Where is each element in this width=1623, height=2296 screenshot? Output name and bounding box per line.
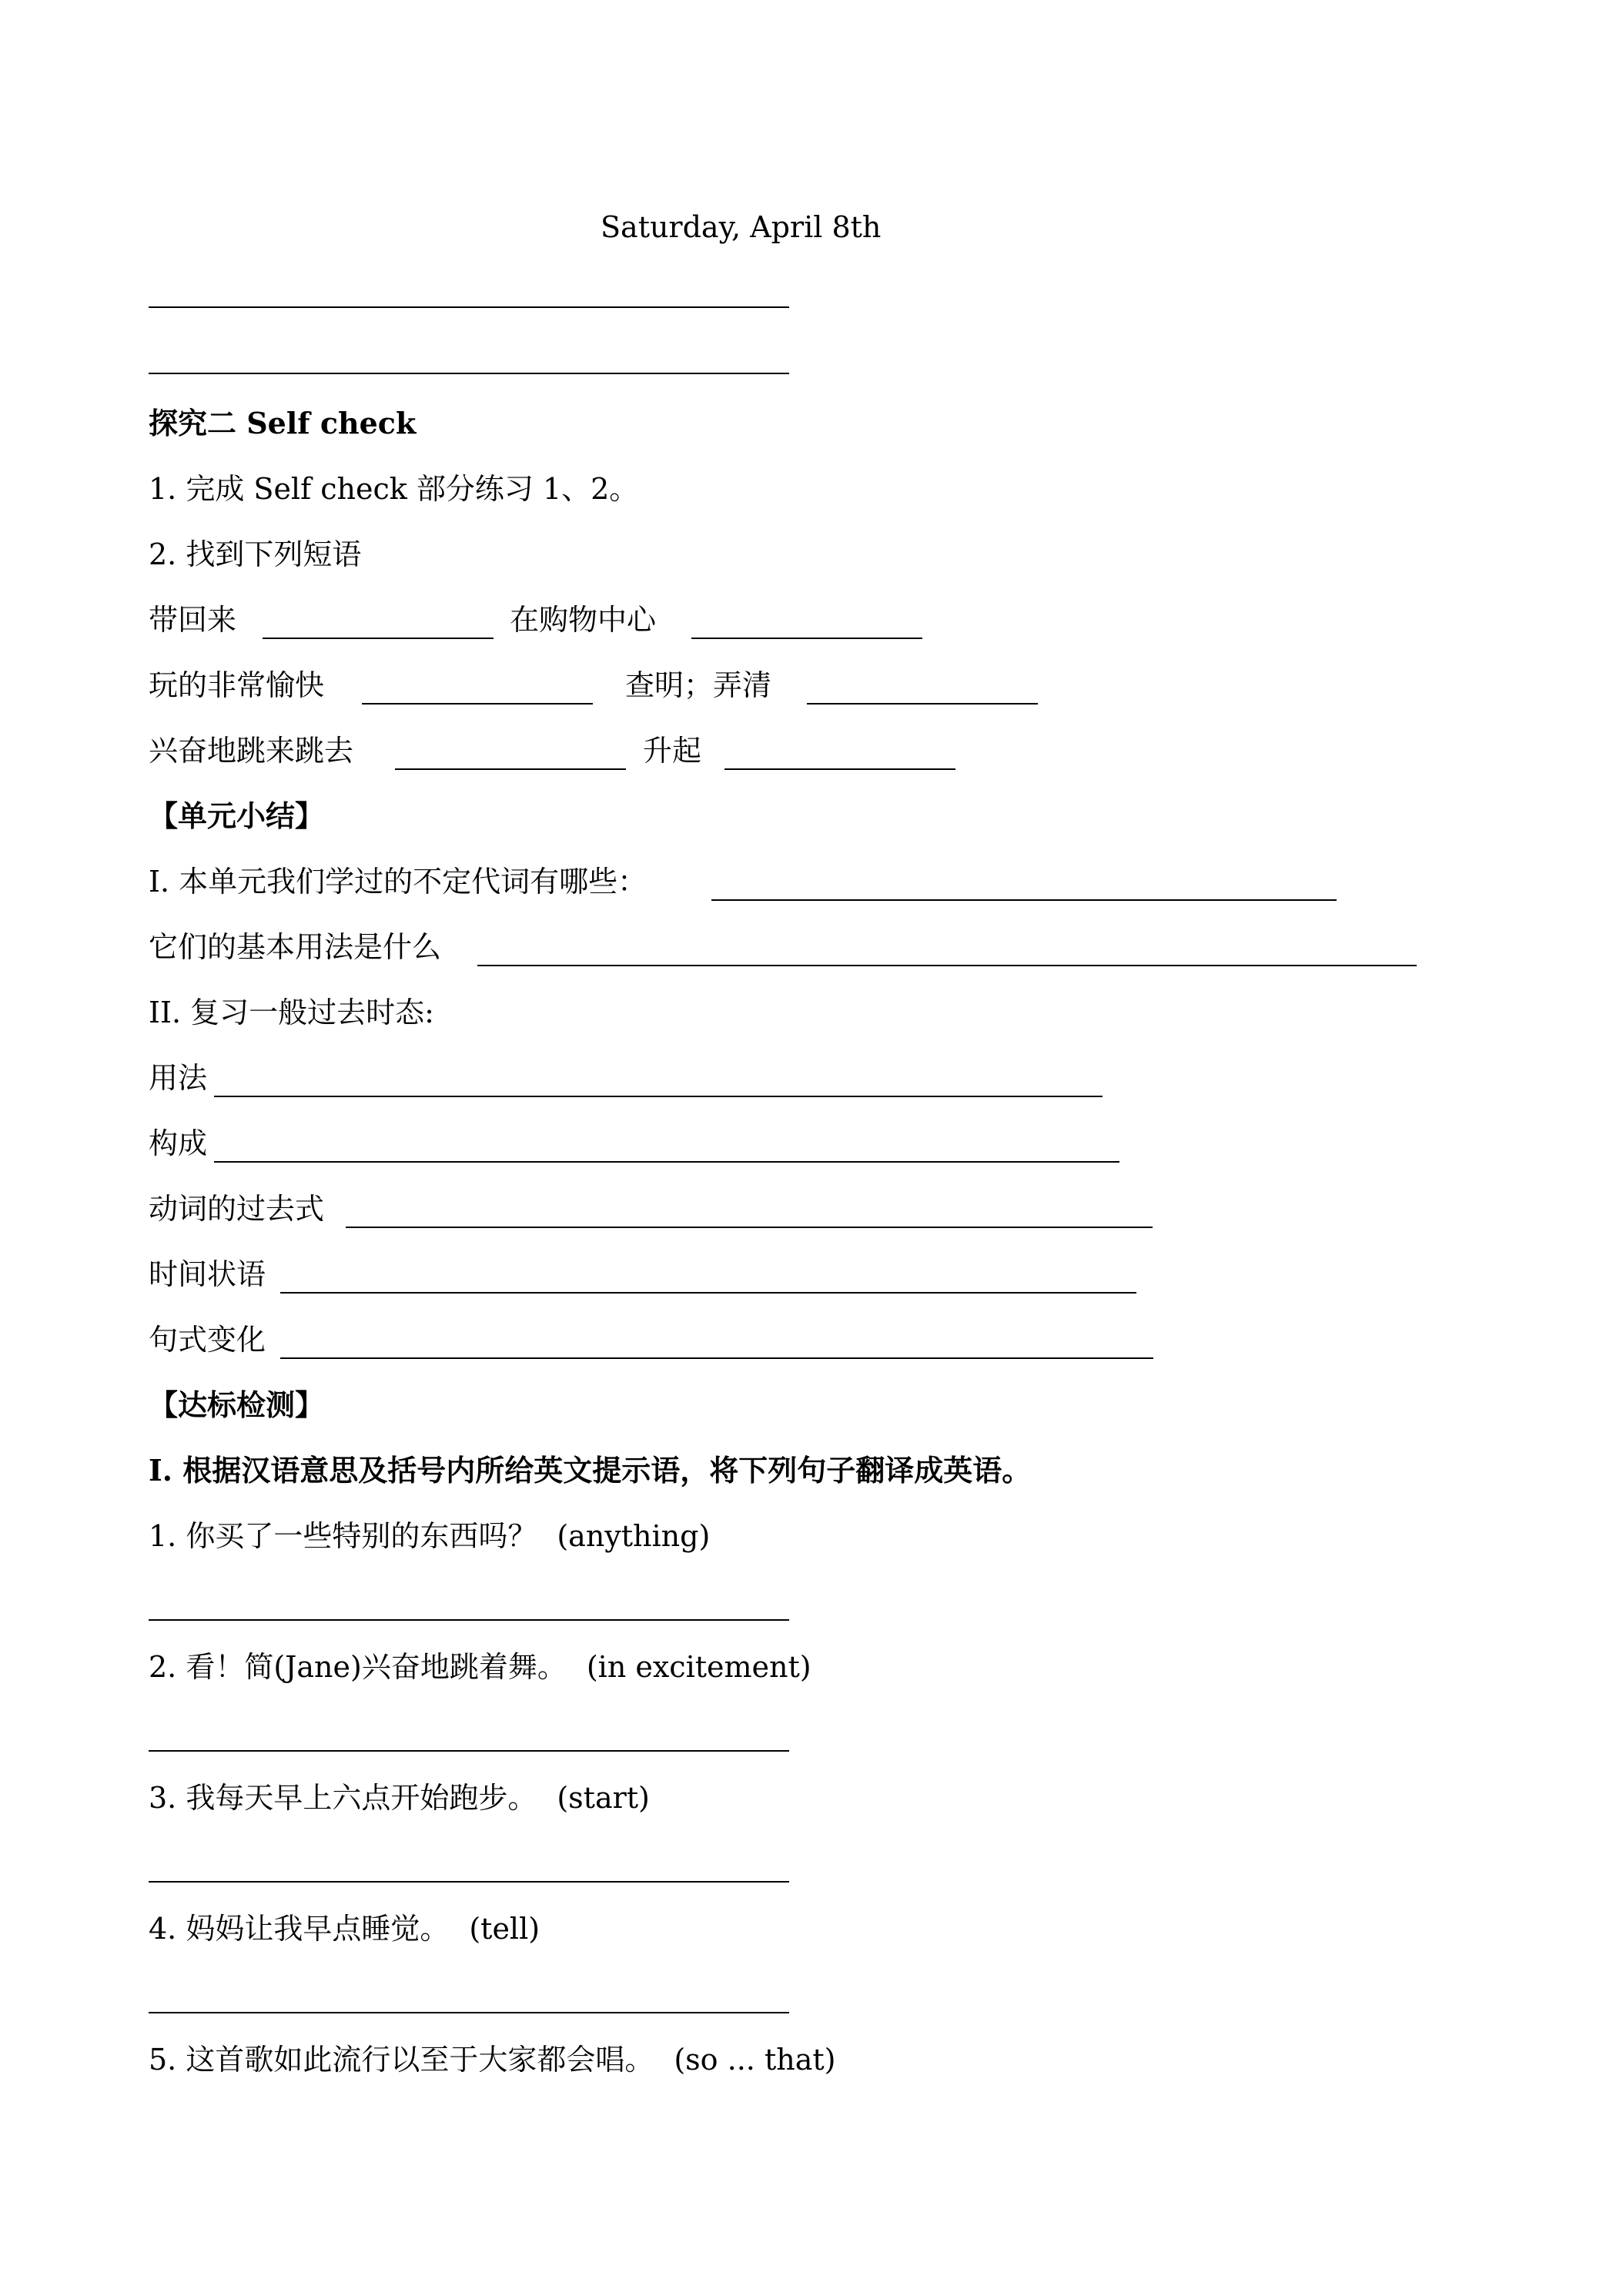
phrase-blank[interactable] bbox=[362, 703, 593, 705]
field-label: 动词的过去式 bbox=[149, 1192, 325, 1226]
answer-line[interactable] bbox=[149, 1750, 789, 1752]
phrase-label: 在购物中心 bbox=[510, 603, 657, 637]
field-label: 时间状语 bbox=[149, 1257, 266, 1291]
answer-line[interactable] bbox=[346, 1227, 1153, 1228]
phrase-blank[interactable] bbox=[807, 703, 1038, 705]
phrase-blank[interactable] bbox=[724, 768, 955, 770]
answer-line[interactable] bbox=[214, 1096, 1103, 1097]
phrase-label: 升起 bbox=[643, 734, 702, 768]
question-hint: (in excitement) bbox=[586, 1650, 812, 1684]
section-heading-test: 【达标检测】 bbox=[149, 1387, 325, 1422]
question-text: 3. 我每天早上六点开始跑步。 bbox=[149, 1781, 537, 1815]
section-heading-self-check: 探究二 Self check bbox=[149, 406, 417, 440]
question-item bbox=[149, 2040, 835, 2079]
phrase-blank[interactable] bbox=[691, 638, 922, 639]
field-label: 句式变化 bbox=[149, 1323, 266, 1357]
question-hint: (start) bbox=[557, 1781, 650, 1815]
phrase-label: 查明；弄清 bbox=[625, 668, 772, 702]
test-instruction: Ⅰ. 根据汉语意思及括号内所给英文提示语，将下列句子翻译成英语。 bbox=[149, 1453, 1032, 1488]
answer-line[interactable] bbox=[214, 1161, 1119, 1163]
summary-question-1: I. 本单元我们学过的不定代词有哪些： bbox=[149, 865, 648, 899]
question-hint: (tell) bbox=[469, 1912, 540, 1946]
answer-line[interactable] bbox=[149, 1881, 789, 1883]
summary-question-2: II. 复习一般过去时态: bbox=[149, 996, 434, 1029]
phrase-label: 带回来 bbox=[149, 603, 237, 637]
question-item bbox=[149, 1909, 540, 1948]
answer-line[interactable] bbox=[149, 373, 789, 374]
phrase-blank[interactable] bbox=[263, 638, 494, 639]
field-label: 构成 bbox=[149, 1126, 208, 1160]
phrase-blank[interactable] bbox=[395, 768, 626, 770]
task-item-1: 1. 完成 Self check 部分练习 1、2。 bbox=[149, 472, 639, 506]
question-text: 4. 妈妈让我早点睡觉。 bbox=[149, 1912, 450, 1946]
question-hint: (anything) bbox=[557, 1519, 711, 1553]
question-text: 1. 你买了一些特别的东西吗？ bbox=[149, 1519, 537, 1553]
answer-line[interactable] bbox=[280, 1357, 1153, 1359]
answer-line[interactable] bbox=[149, 1619, 789, 1621]
question-item bbox=[149, 1779, 650, 1817]
answer-line[interactable] bbox=[149, 306, 789, 308]
answer-line[interactable] bbox=[280, 1292, 1136, 1294]
question-hint: (so ... that) bbox=[674, 2043, 836, 2077]
page-title: Saturday, April 8th bbox=[601, 210, 882, 244]
question-text: 5. 这首歌如此流行以至于大家都会唱。 bbox=[149, 2043, 654, 2077]
phrase-label: 玩的非常愉快 bbox=[149, 668, 325, 702]
field-label: 用法 bbox=[149, 1061, 208, 1095]
question-item bbox=[149, 1517, 710, 1555]
question-text: 2. 看！简(Jane)兴奋地跳着舞。 bbox=[149, 1650, 567, 1684]
phrase-label: 兴奋地跳来跳去 bbox=[149, 734, 354, 768]
task-item-2: 2. 找到下列短语 bbox=[149, 537, 362, 571]
answer-line[interactable] bbox=[711, 899, 1337, 901]
answer-line[interactable] bbox=[477, 965, 1417, 966]
answer-line[interactable] bbox=[149, 2012, 789, 2013]
section-heading-unit-summary: 【单元小结】 bbox=[149, 798, 325, 833]
question-item bbox=[149, 1648, 812, 1686]
summary-question-1b: 它们的基本用法是什么 bbox=[149, 930, 442, 964]
